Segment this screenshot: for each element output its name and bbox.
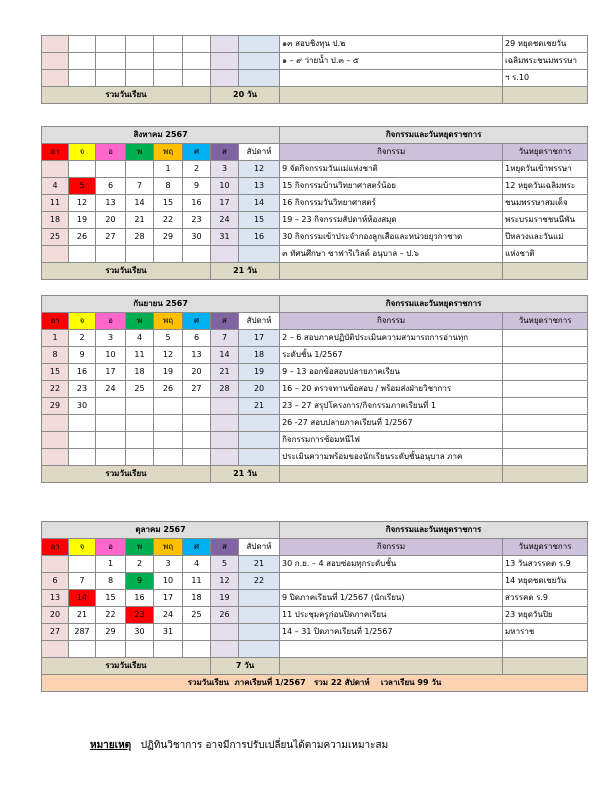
day-cell: 4 (183, 556, 211, 573)
day-cell: 7 (211, 330, 239, 347)
day-header-mon: จ (69, 144, 96, 161)
activity-text: 16 – 20 ตรวจทานข้อสอบ / พร้อมส่งฝ่ายวิชาการ (280, 381, 503, 398)
day-cell: 6 (96, 178, 126, 195)
activities-section-title: กิจกรรมและวันหยุดราชการ (280, 522, 588, 539)
day-cell: 29 (154, 229, 183, 246)
day-cell: 19 (69, 212, 96, 229)
week-row (42, 347, 588, 364)
total-days-label: รวมวันเรียน (42, 263, 211, 280)
week-number-cell: 17 (239, 330, 280, 347)
september-calendar (41, 295, 588, 483)
week-row (42, 246, 588, 263)
holiday-col-header: วันหยุดราชการ (503, 313, 588, 330)
day-cell: 26 (69, 229, 96, 246)
day-cell: 10 (211, 178, 239, 195)
activity-col-header: กิจกรรม (280, 539, 503, 556)
day-header-thu: พฤ (154, 539, 183, 556)
week-row (42, 178, 588, 195)
day-cell: 8 (42, 347, 69, 364)
week-number-cell: 16 (239, 229, 280, 246)
october-weeks (42, 556, 588, 658)
day-cell: 12 (154, 347, 183, 364)
day-header-fri: ศ (183, 539, 211, 556)
activity-text (280, 641, 503, 658)
day-cell (126, 161, 154, 178)
day-cell: 1 (42, 330, 69, 347)
day-cell: 14 (211, 347, 239, 364)
holiday-text (503, 398, 588, 415)
holiday-text: 23 หยุดวันปิย (503, 607, 588, 624)
holiday-text: 1หยุดวันเข้าพรรษา (503, 161, 588, 178)
holiday-text (503, 364, 588, 381)
activity-text: 26 -27 สอบปลายภาคเรียนที่ 1/2567 (280, 415, 503, 432)
activity-text: 30 กิจกรรมเข้าประจำกองลูกเสือและหน่วยยุวกาชาด (280, 229, 503, 246)
day-cell (42, 161, 69, 178)
day-cell: 11 (183, 573, 211, 590)
day-cell: 28 (126, 229, 154, 246)
activities-section-title: กิจกรรมและวันหยุดราชการ (280, 296, 588, 313)
day-cell (96, 641, 126, 658)
day-cell (96, 398, 126, 415)
day-cell: 21 (69, 607, 96, 624)
day-cell: 27 (96, 229, 126, 246)
day-cell (42, 449, 69, 466)
day-header-thu: พฤ (154, 313, 183, 330)
day-cell (183, 398, 211, 415)
holiday-col-header: วันหยุดราชการ (503, 144, 588, 161)
day-cell (126, 246, 154, 263)
holiday-text (503, 449, 588, 466)
day-cell: 20 (183, 364, 211, 381)
day-cell: 28 (211, 381, 239, 398)
week-number-cell: 14 (239, 195, 280, 212)
week-header: สัปดาห์ (239, 144, 280, 161)
week-row (42, 607, 588, 624)
week-number-cell: 20 (239, 381, 280, 398)
week-row (42, 415, 588, 432)
day-cell: 2 (126, 556, 154, 573)
week-number-cell (239, 590, 280, 607)
day-cell (96, 432, 126, 449)
day-header-fri: ศ (183, 144, 211, 161)
activity-text: 23 – 27 สรุปโครงการ/กิจกรรมภาคเรียนที่ 1 (280, 398, 503, 415)
day-cell: 1 (96, 556, 126, 573)
day-cell: 19 (211, 590, 239, 607)
day-cell: 25 (183, 607, 211, 624)
week-number-cell: 19 (239, 364, 280, 381)
holiday-text: ปีหลวงและวันแม่ (503, 229, 588, 246)
holiday-text (503, 330, 588, 347)
week-row (42, 449, 588, 466)
week-number-cell: 22 (239, 573, 280, 590)
holiday-text: ฯ ร.10 (503, 70, 588, 87)
activity-text: ประเมินความพร้อมของนักเรียนระดับชั้นอนุบาล ภาค (280, 449, 503, 466)
day-cell: 21 (126, 212, 154, 229)
day-cell (96, 449, 126, 466)
week-number-cell: 21 (239, 398, 280, 415)
day-cell: 23 (126, 607, 154, 624)
day-cell: 13 (183, 347, 211, 364)
day-cell: 8 (154, 178, 183, 195)
summary-weeks: รวม 22 สัปดาห์ (314, 678, 370, 687)
day-cell: 18 (183, 590, 211, 607)
day-cell (211, 415, 239, 432)
day-cell (69, 641, 96, 658)
total-days-value: 21 วัน (211, 263, 280, 280)
holiday-text: 12 หยุดวันเฉลิมพระ (503, 178, 588, 195)
day-cell: 15 (96, 590, 126, 607)
week-header: สัปดาห์ (239, 313, 280, 330)
day-cell (154, 246, 183, 263)
day-cell: 9 (126, 573, 154, 590)
day-cell (183, 415, 211, 432)
footnote (90, 738, 388, 753)
day-cell: 18 (126, 364, 154, 381)
day-cell: 16 (183, 195, 211, 212)
day-cell: 287 (69, 624, 96, 641)
summary-label: รวมวันเรียน (187, 678, 229, 687)
holiday-col-header: วันหยุดราชการ (503, 539, 588, 556)
week-row (42, 330, 588, 347)
activity-text: 19 – 23 กิจกรรมสัปดาห์ห้องสมุด (280, 212, 503, 229)
day-cell (126, 398, 154, 415)
day-cell: 11 (42, 195, 69, 212)
week-row (42, 398, 588, 415)
holiday-text (503, 415, 588, 432)
day-cell (69, 246, 96, 263)
week-row (42, 229, 588, 246)
day-cell: 20 (42, 607, 69, 624)
activity-col-header: กิจกรรม (280, 144, 503, 161)
day-cell: 14 (69, 590, 96, 607)
day-cell: 19 (154, 364, 183, 381)
holiday-text: 14 หยุดชดเชยวัน (503, 573, 588, 590)
day-cell: 15 (42, 364, 69, 381)
day-cell: 26 (154, 381, 183, 398)
week-row (42, 624, 588, 641)
day-cell: 5 (69, 178, 96, 195)
day-cell: 17 (96, 364, 126, 381)
day-cell: 22 (154, 212, 183, 229)
day-cell: 1 (154, 161, 183, 178)
october-calendar (41, 521, 588, 692)
day-cell: 24 (96, 381, 126, 398)
day-cell: 5 (154, 330, 183, 347)
day-cell: 10 (154, 573, 183, 590)
day-cell: 25 (126, 381, 154, 398)
week-row (42, 641, 588, 658)
day-header-mon: จ (69, 313, 96, 330)
day-cell: 16 (126, 590, 154, 607)
day-cell: 3 (154, 556, 183, 573)
day-cell: 22 (42, 381, 69, 398)
summary-hours: เวลาเรียน 99 วัน (380, 678, 442, 687)
day-cell (154, 415, 183, 432)
day-cell (69, 556, 96, 573)
activity-text: 16 กิจกรรมวันวิทยาศาสตร์ (280, 195, 503, 212)
day-cell: 16 (69, 364, 96, 381)
week-header: สัปดาห์ (239, 539, 280, 556)
day-header-sun: อา (42, 313, 69, 330)
day-header-sun: อา (42, 539, 69, 556)
day-cell: 22 (96, 607, 126, 624)
day-cell: 27 (42, 624, 69, 641)
day-cell: 11 (126, 347, 154, 364)
day-cell (211, 624, 239, 641)
day-cell: 23 (69, 381, 96, 398)
week-number-cell (239, 246, 280, 263)
week-number-cell: 12 (239, 161, 280, 178)
activity-text: 11 ประชุมครูก่อนปิดภาคเรียน (280, 607, 503, 624)
day-cell (69, 432, 96, 449)
day-cell: 17 (154, 590, 183, 607)
day-cell: 5 (211, 556, 239, 573)
activity-text: ระดับชั้น 1/2567 (280, 347, 503, 364)
activity-text: 9 ปิดภาคเรียนที่ 1/2567 (นักเรียน) (280, 590, 503, 607)
week-row (42, 573, 588, 590)
week-row (42, 161, 588, 178)
holiday-text: เฉลิมพระชนมพรรษา (503, 53, 588, 70)
footnote-key: หมายเหตุ (90, 740, 132, 751)
day-cell: 25 (42, 229, 69, 246)
day-cell: 3 (96, 330, 126, 347)
holiday-text: พระบรมราชชนนีพัน (503, 212, 588, 229)
day-cell (211, 246, 239, 263)
day-header-tue: อ (96, 144, 126, 161)
day-header-thu: พฤ (154, 144, 183, 161)
day-cell (211, 432, 239, 449)
week-number-cell (239, 607, 280, 624)
july-fragment-table (41, 35, 588, 104)
day-cell: 21 (211, 364, 239, 381)
week-row (42, 364, 588, 381)
day-cell: 9 (183, 178, 211, 195)
day-cell (154, 449, 183, 466)
day-header-tue: อ (96, 539, 126, 556)
day-cell: 9 (69, 347, 96, 364)
day-cell (42, 641, 69, 658)
day-cell: 12 (69, 195, 96, 212)
day-cell: 31 (154, 624, 183, 641)
day-header-sat: ส (211, 313, 239, 330)
day-cell: 18 (42, 212, 69, 229)
activity-text: 9 จัดกิจกรรมวันแม่แห่งชาติ (280, 161, 503, 178)
holiday-text: 29 หยุดชดเชยวัน (503, 36, 588, 53)
total-days-value: 20 วัน (211, 87, 280, 104)
day-cell (183, 641, 211, 658)
day-cell (69, 449, 96, 466)
total-days-label: รวมวันเรียน (42, 466, 211, 483)
day-cell (69, 161, 96, 178)
day-cell (126, 432, 154, 449)
day-cell (183, 449, 211, 466)
activity-text: 14 – 31 ปิดภาคเรียนที่ 1/2567 (280, 624, 503, 641)
day-cell: 3 (211, 161, 239, 178)
day-cell (154, 432, 183, 449)
day-cell (154, 641, 183, 658)
footnote-text: ปฏิทินวิชาการ อาจมีการปรับเปลี่ยนได้ตามความเหมาะสม (140, 740, 389, 751)
day-cell: 20 (96, 212, 126, 229)
day-header-sat: ส (211, 539, 239, 556)
day-cell (211, 398, 239, 415)
day-cell: 17 (211, 195, 239, 212)
week-row (42, 590, 588, 607)
day-cell: 27 (183, 381, 211, 398)
day-cell: 2 (183, 161, 211, 178)
day-cell: 30 (69, 398, 96, 415)
week-row (42, 432, 588, 449)
day-header-sun: อา (42, 144, 69, 161)
day-cell: 13 (96, 195, 126, 212)
week-number-cell (239, 641, 280, 658)
day-cell (183, 246, 211, 263)
day-header-wed: พ (126, 144, 154, 161)
day-cell (126, 449, 154, 466)
day-cell: 6 (183, 330, 211, 347)
week-number-cell: 18 (239, 347, 280, 364)
total-days-label: รวมวันเรียน (42, 658, 211, 675)
activities-section-title: กิจกรรมและวันหยุดราชการ (280, 127, 588, 144)
day-cell (42, 432, 69, 449)
month-title: ตุลาคม 2567 (42, 522, 280, 539)
day-cell (96, 415, 126, 432)
day-cell: 24 (154, 607, 183, 624)
holiday-text (503, 347, 588, 364)
day-cell: 29 (42, 398, 69, 415)
day-cell: 30 (183, 229, 211, 246)
total-days-value: 21 วัน (211, 466, 280, 483)
activity-text (280, 573, 503, 590)
week-number-cell: 15 (239, 212, 280, 229)
activity-text: กิจกรรมการซ้อมหนีไฟ (280, 432, 503, 449)
day-header-wed: พ (126, 313, 154, 330)
day-cell: 7 (69, 573, 96, 590)
day-cell (211, 449, 239, 466)
week-number-cell (239, 624, 280, 641)
day-cell (96, 161, 126, 178)
day-cell: 10 (96, 347, 126, 364)
day-cell: 23 (183, 212, 211, 229)
day-cell (126, 641, 154, 658)
day-header-mon: จ (69, 539, 96, 556)
september-weeks (42, 330, 588, 466)
day-cell: 8 (96, 573, 126, 590)
day-cell: 6 (42, 573, 69, 590)
day-cell (211, 641, 239, 658)
month-title: กันยายน 2567 (42, 296, 280, 313)
day-header-sat: ส (211, 144, 239, 161)
holiday-text (503, 381, 588, 398)
holiday-text: 13 วันสวรรคต ร.9 (503, 556, 588, 573)
week-row (42, 195, 588, 212)
day-header-fri: ศ (183, 313, 211, 330)
august-calendar (41, 126, 588, 280)
day-cell: 13 (42, 590, 69, 607)
day-cell (96, 246, 126, 263)
day-cell (69, 415, 96, 432)
holiday-text: ชนมพรรษาสมเด็จ (503, 195, 588, 212)
day-cell: 4 (42, 178, 69, 195)
week-number-cell: 21 (239, 556, 280, 573)
activity-text: 30 ก.ย. – 4 สอบซ่อมทุกระดับชั้น (280, 556, 503, 573)
day-cell: 4 (126, 330, 154, 347)
day-cell: 26 (211, 607, 239, 624)
day-cell (183, 432, 211, 449)
day-cell: 14 (126, 195, 154, 212)
holiday-text: มหาราช (503, 624, 588, 641)
week-row (42, 212, 588, 229)
holiday-text (503, 641, 588, 658)
term-summary (42, 675, 588, 692)
day-cell (42, 556, 69, 573)
day-cell: 24 (211, 212, 239, 229)
week-number-cell: 13 (239, 178, 280, 195)
day-header-wed: พ (126, 539, 154, 556)
total-days-label: รวมวันเรียน (42, 87, 211, 104)
day-cell: 2 (69, 330, 96, 347)
total-days-value: 7 วัน (211, 658, 280, 675)
week-row (42, 381, 588, 398)
august-weeks (42, 161, 588, 263)
day-cell (126, 415, 154, 432)
activity-text: 9 – 13 ออกข้อสอบปลายภาคเรียน (280, 364, 503, 381)
day-cell: 31 (211, 229, 239, 246)
week-number-cell (239, 415, 280, 432)
holiday-text: แห่งชาติ (503, 246, 588, 263)
day-cell (154, 398, 183, 415)
day-cell: 29 (96, 624, 126, 641)
activity-text: 2 – 6 สอบภาคปฏิบัติประเมินความสามารถการอ่านทุก (280, 330, 503, 347)
day-header-tue: อ (96, 313, 126, 330)
day-cell: 7 (126, 178, 154, 195)
activity-text: 15 กิจกรรมบ้านวิทยาศาสตร์น้อย (280, 178, 503, 195)
activity-text: ๑๓ สอบชิงทุน ป.๒ (280, 36, 503, 53)
week-number-cell (239, 432, 280, 449)
activity-text: ๓ ทัศนศึกษา ซาฟารีเวิลด์ อนุบาล – ป.๖ (280, 246, 503, 263)
summary-term: ภาคเรียนที่ 1/2567 (234, 678, 306, 687)
day-cell: 30 (126, 624, 154, 641)
month-title: สิงหาคม 2567 (42, 127, 280, 144)
activity-text: ๑ – ๙ ว่ายน้ำ ป.๓ – ๕ (280, 53, 503, 70)
day-cell (42, 415, 69, 432)
holiday-text (503, 432, 588, 449)
week-row (42, 556, 588, 573)
day-cell: 12 (211, 573, 239, 590)
holiday-text: สวรรคต ร.9 (503, 590, 588, 607)
day-cell (42, 246, 69, 263)
week-number-cell (239, 449, 280, 466)
day-cell (183, 624, 211, 641)
day-cell: 15 (154, 195, 183, 212)
activity-col-header: กิจกรรม (280, 313, 503, 330)
